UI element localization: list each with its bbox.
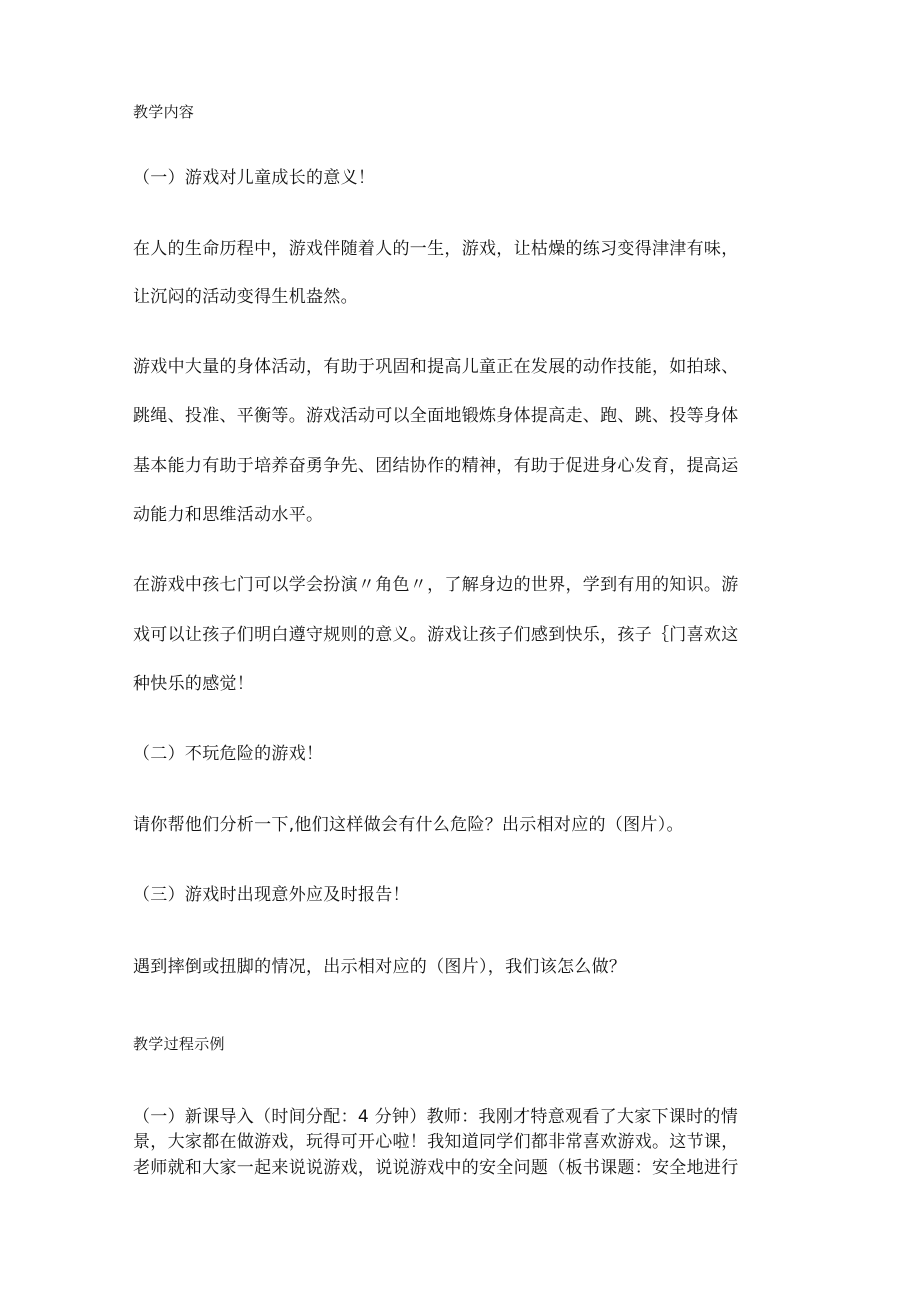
paragraph-6-line-1: （一）新课导入（时间分配：4 分钟）教师：我刚才特意观看了大家下课时的情 [133,1107,739,1127]
paragraph-6-line-2: 景，大家都在做游戏，玩得可开心啦！我知道同学们都非常喜欢游戏。这节课， [133,1132,739,1152]
paragraph-2-line-2: 跳绳、投准、平衡等。游戏活动可以全面地锻炼身体提高走、跑、跳、投等身体 [133,406,739,426]
paragraph-3-line-2: 戏可以让孩子们明白遵守规则的意义。游戏让孩子们感到快乐，孩子｛门喜欢这 [133,625,739,645]
paragraph-1-line-1: 在人的生命历程中，游戏伴随着人的一生，游戏，让枯燥的练习变得津津有味， [133,239,739,259]
paragraph-5: 遇到摔倒或扭脚的情况，出示相对应的（图片），我们该怎么做？ [133,957,627,977]
section-title-teaching-content: 教学内容 [133,103,195,121]
item-heading-2: （二）不玩危险的游戏！ [133,744,324,764]
paragraph-4: 请你帮他们分析一下,他们这样做会有什么危险？出示相对应的（图片）。 [133,815,684,835]
section-title-teaching-process: 教学过程示例 [133,1035,225,1053]
paragraph-3-line-1: 在游戏中孩七门可以学会扮演〃角色〃，了解身边的世界，学到有用的知识。游 [133,575,739,595]
paragraph-6-line-3: 老师就和大家一起来说说游戏，说说游戏中的安全问题（板书课题：安全地进行 [133,1158,739,1178]
paragraph-2-line-1: 游戏中大量的身体活动，有助于巩固和提高儿童正在发展的动作技能，如拍球、 [133,357,739,377]
paragraph-3-line-3: 种快乐的感觉！ [133,674,255,694]
paragraph-2-line-4: 动能力和思维活动水平。 [133,505,324,525]
item-heading-3: （三）游戏时出现意外应及时报告！ [133,885,410,905]
paragraph-1-line-2: 让沉闷的活动变得生机盎然。 [133,287,358,307]
item-heading-1: （一）游戏对儿童成长的意义！ [133,168,376,188]
paragraph-2-line-3: 基本能力有助于培养奋勇争先、团结协作的精神，有助于促进身心发育，提高运 [133,456,739,476]
